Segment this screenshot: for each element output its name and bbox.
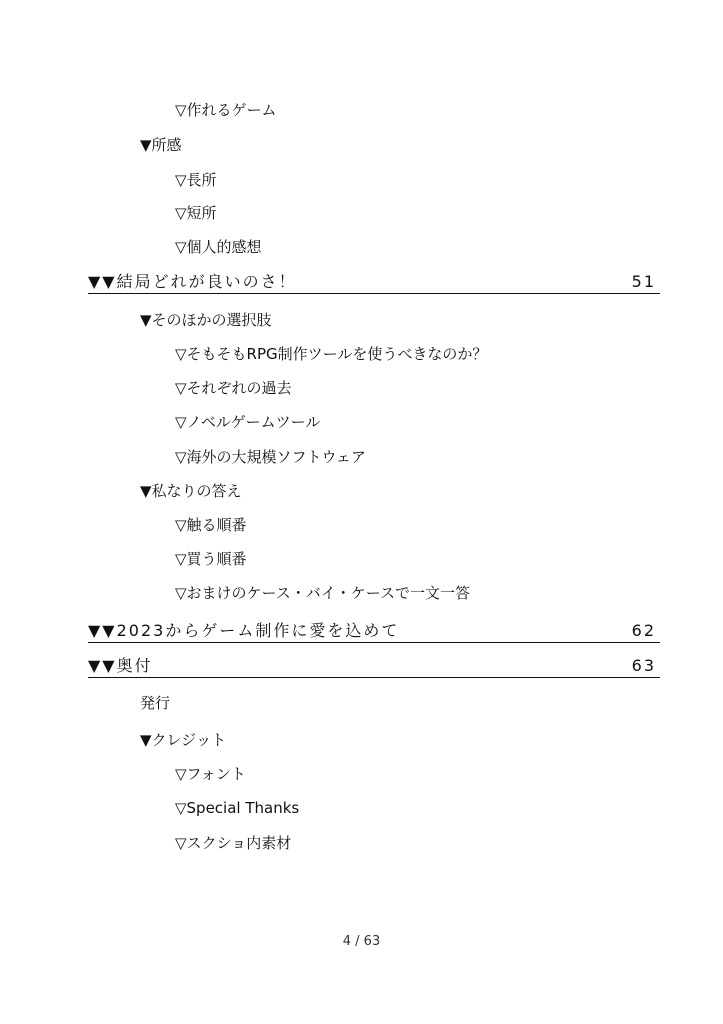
toc-entry[interactable]	[140, 693, 170, 713]
toc-entry[interactable]	[175, 764, 246, 784]
toc-entry[interactable]	[175, 237, 262, 257]
toc-entry-title: ▼私なりの答え	[140, 482, 242, 500]
toc-entry-title: ▼▼結局どれが良いのさ！	[88, 272, 297, 291]
toc-entry[interactable]	[175, 100, 277, 120]
toc-entry-title: ▽そもそもRPG制作ツールを使うべきなのか？	[175, 345, 488, 363]
toc-page-number: 51	[631, 272, 656, 291]
toc-entry-title: ▽長所	[175, 171, 217, 189]
toc-entry-title: ▽短所	[175, 204, 217, 222]
toc-entry-title: ▽フォント	[175, 765, 246, 783]
toc-entry-title: ▽ノベルゲームツール	[175, 413, 321, 431]
toc-entry-title: ▽触る順番	[175, 516, 247, 534]
toc-entry[interactable]	[175, 344, 487, 364]
toc-entry[interactable]	[175, 447, 366, 467]
toc-entry-title: ▽海外の大規模ソフトウェア	[175, 448, 366, 466]
toc-chapter[interactable]	[88, 272, 660, 294]
toc-entry[interactable]	[140, 730, 226, 750]
toc-entry-title: 発行	[140, 694, 171, 712]
toc-entry[interactable]	[140, 135, 182, 155]
toc-entry[interactable]	[175, 833, 291, 853]
toc-entry-title: ▽Special Thanks	[175, 799, 300, 817]
toc-entry-title: ▼そのほかの選択肢	[140, 311, 272, 329]
toc-entry-title: ▼▼奥付	[88, 656, 153, 675]
toc-entry-title: ▽個人的感想	[175, 238, 262, 256]
toc-chapter[interactable]	[88, 621, 660, 643]
toc-entry[interactable]	[175, 412, 320, 432]
toc-entry-title: ▼所感	[140, 136, 182, 154]
toc-entry[interactable]	[175, 378, 292, 398]
toc-page-number: 63	[631, 656, 656, 675]
toc-entry-title: ▽おまけのケース・バイ・ケースで一文一答	[175, 584, 471, 602]
toc-entry[interactable]	[140, 481, 242, 501]
toc-page-number: 62	[631, 621, 656, 640]
toc-chapter[interactable]	[88, 656, 660, 678]
toc-entry-title: ▽買う順番	[175, 550, 247, 568]
toc-entry[interactable]	[175, 170, 217, 190]
toc-entry-title: ▽それぞれの過去	[175, 379, 292, 397]
toc-entry-title: ▼クレジット	[140, 731, 227, 749]
toc-entry-title: ▽作れるゲーム	[175, 101, 277, 119]
toc-entry-title: ▽スクショ内素材	[175, 834, 292, 852]
toc-entry[interactable]	[175, 203, 217, 223]
toc-entry[interactable]	[175, 515, 247, 535]
toc-entry[interactable]	[175, 798, 299, 818]
toc-entry-title: ▼▼2023からゲーム制作に愛を込めて	[88, 621, 400, 640]
toc-entry[interactable]	[175, 583, 470, 603]
page-number: 4 / 63	[342, 934, 381, 949]
toc-entry[interactable]	[175, 549, 247, 569]
toc-entry[interactable]	[140, 310, 272, 330]
